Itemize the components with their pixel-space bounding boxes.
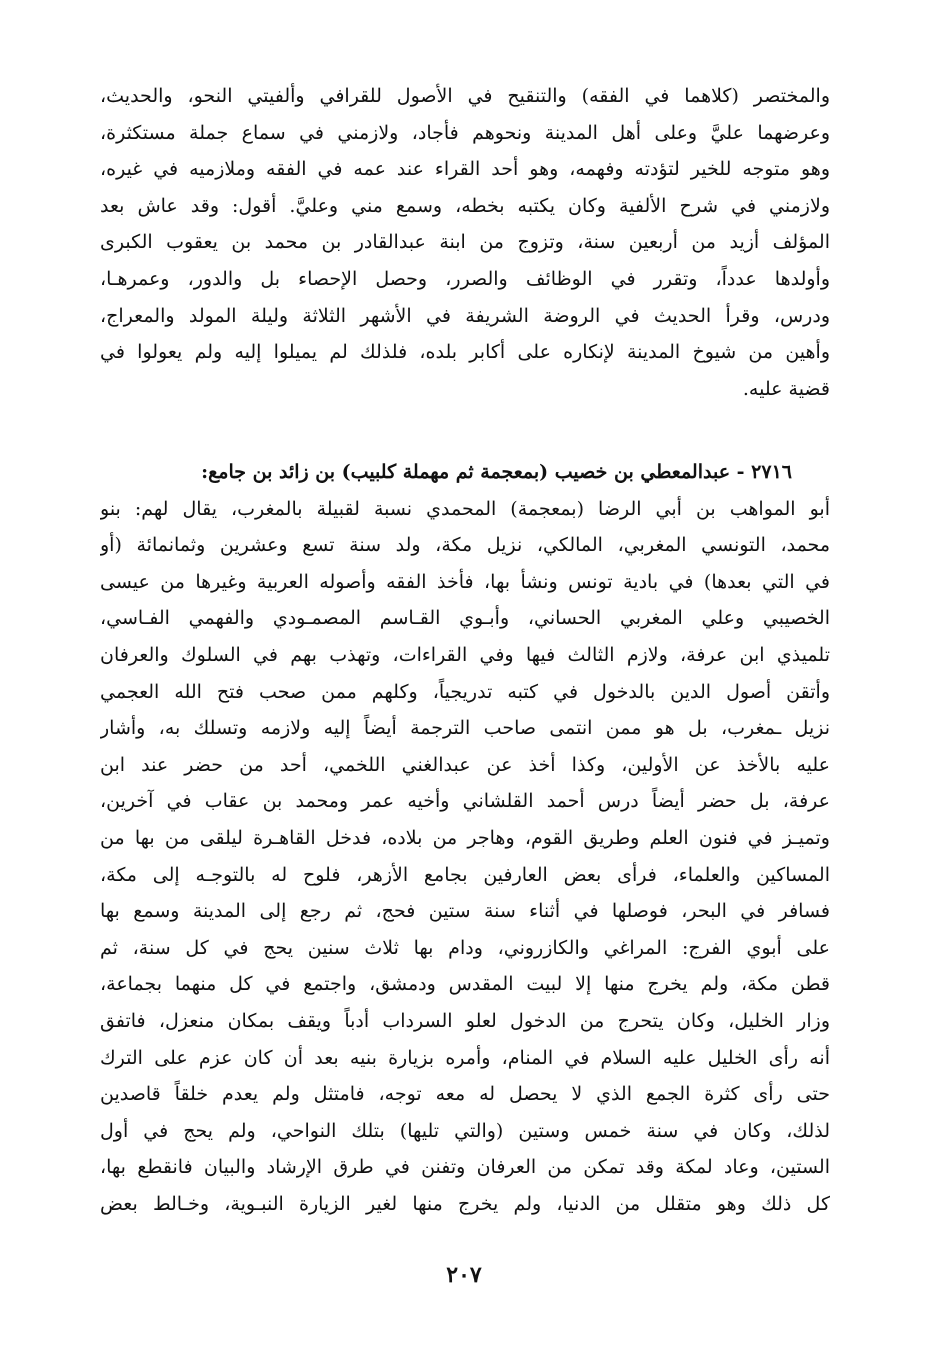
entry-line: لذلك، وكان في سنة خمس وستين (والتي تليها) بتلك النواحي، ولم يحج في أول (100, 1119, 830, 1142)
entry-line: عرفة، بل حضر أيضاً درس أحمد القلشاني وأخيه عمر ومحمد بن عقاب في آخرين، (100, 790, 830, 813)
paragraph-line: ودرس، وقرأ الحديث في الروضة الشريفة في الأشهر الثلاثة وليلة المولد والمعراج، (100, 304, 830, 327)
entry-line: أنه رأى الخليل عليه السلام في المنام، وأمره بزيارة بنيه بعد أن كان عزم على الترك (100, 1046, 830, 1069)
entry-heading: ٢٧١٦ - عبدالمعطي بن خصيب (بمعجمة ثم مهملة كلبيب) بن زائد بن جامع: (201, 461, 792, 483)
biography-entry (100, 454, 830, 1222)
entry-line: قطن مكة، ولم يخرج منها إلا لبيت المقدس ودمشق، واجتمع في كل منهما بجماعة، (100, 973, 830, 996)
entry-line: حتى رأى كثرة الجمع الذي لا يحصل له معه توجه، فامتثل ولم يعدم خلقاً قاصدين (100, 1083, 830, 1106)
entry-line: الخصيبي وعلي المغربي الحساني، وأبـوي القـاسم المصمـودي والفهمي الفـاسي، (100, 607, 830, 630)
entry-line: محمد، التونسي المغربي، المالكي، نزيل مكة، ولد سنة تسع وعشرين وثمانمائة (أو (100, 534, 830, 557)
entry-line: أبو المواهب بن أبي الرضا (بمعجمة) المحمدي نسبة لقبيلة بالمغرب، يقال لهم: بنو (100, 497, 830, 520)
entry-line: وزار الخليل، وكان يتحرج من الدخول لعلو السرداب أدباً ويقف بمكان منعزل، فاتفق (100, 1009, 830, 1032)
entry-line: كل ذلك وهو متقلل من الدنيا، ولم يخرج منها لغير الزيارة النبـوية، وخـالط بعض (100, 1192, 830, 1215)
paragraph-line: وعرضهما عليَّ وعلى أهل المدينة ونحوهم فأجاد، ولازمني في سماع جملة مستكثرة، (100, 121, 830, 144)
paragraph-line: ولازمني في شرح الألفية وكان يكتبه بخطه، وسمع مني وعليَّ. أقول: وقد عاش بعد (100, 194, 830, 217)
entry-line: الستين، وعاد لمكة وقد تمكن من العرفان وتفنن في طرق الإرشاد والبيان فانقطع بها، (100, 1156, 830, 1179)
page-number: ٢٠٧ (446, 1262, 482, 1288)
entry-line: نزيل ـمغرب، بل هو ممن انتمى صاحب الترجمة أيضاً إليه ولازمه وتسلك به، وأشار (100, 717, 830, 740)
entry-line: وتميـز في فنون العلم وطريق القوم، وهاجر من بلاده، فدخل القاهـرة ليلقى من بها من (100, 826, 830, 849)
entry-line: على أبوي الفرج: المراغي والكازروني، ودام بها ثلاث سنين يحج في كل سنة، ثم (100, 936, 830, 959)
entry-line: عليه بالأخذ عن الأولين، وكذا أخذ عن عبدالغني اللخمي، أحد من حضر عند ابن (100, 753, 830, 776)
continuation-paragraph (100, 78, 830, 407)
entry-line: تلميذي ابن عرفة، ولازم الثالث فيها وفي القراءات، وتهذب بهم في السلوك والعرفان (100, 643, 830, 666)
entry-line: فسافر في البحر، فوصلها في أثناء سنة ستين فحج، ثم رجع إلى المدينة وسمع بها (100, 900, 830, 923)
paragraph-line: وأولدها عدداً، وتقرر في الوظائف والصرر، وحصل الإحصاء بل والدور، وعمرهـا، (100, 267, 830, 290)
entry-line: في التي بعدها) في بادية تونس ونشأ بها، فأخذ الفقه وأصوله العربية وغيرها من عيسى (100, 570, 830, 593)
paragraph-line: والمختصر (كلاهما في الفقه) والتنقيح في الأصول للقرافي وألفيتي النحو، والحديث، (100, 85, 830, 107)
paragraph-line: المؤلف أزيد من أربعين سنة، وتزوج من ابنة عبدالقادر بن محمد بن يعقوب الكبرى (100, 231, 830, 254)
entry-line: المساكين والعلماء، فرأى بعض العارفين بجامع الأزهر، فلوح له بالتوجـه إلى مكة، (100, 863, 830, 886)
paragraph-line: وهو متوجه للخير لتؤدته وفهمه، وهو أحد القراء عند عمه في الفقه وملازميه في غيره، (100, 158, 830, 181)
paragraph-line: قضية عليه. (742, 377, 830, 400)
paragraph-line: وأهين من شيوخ المدينة لإنكاره على أكابر بلده، فلذلك لم يميلوا إليه ولم يعولوا في (100, 341, 830, 364)
entry-line: وأتقن أصول الدين بالدخول في كتبه تدريجياً، وكلهم ممن صحب فتح الله العجمي (100, 680, 830, 703)
